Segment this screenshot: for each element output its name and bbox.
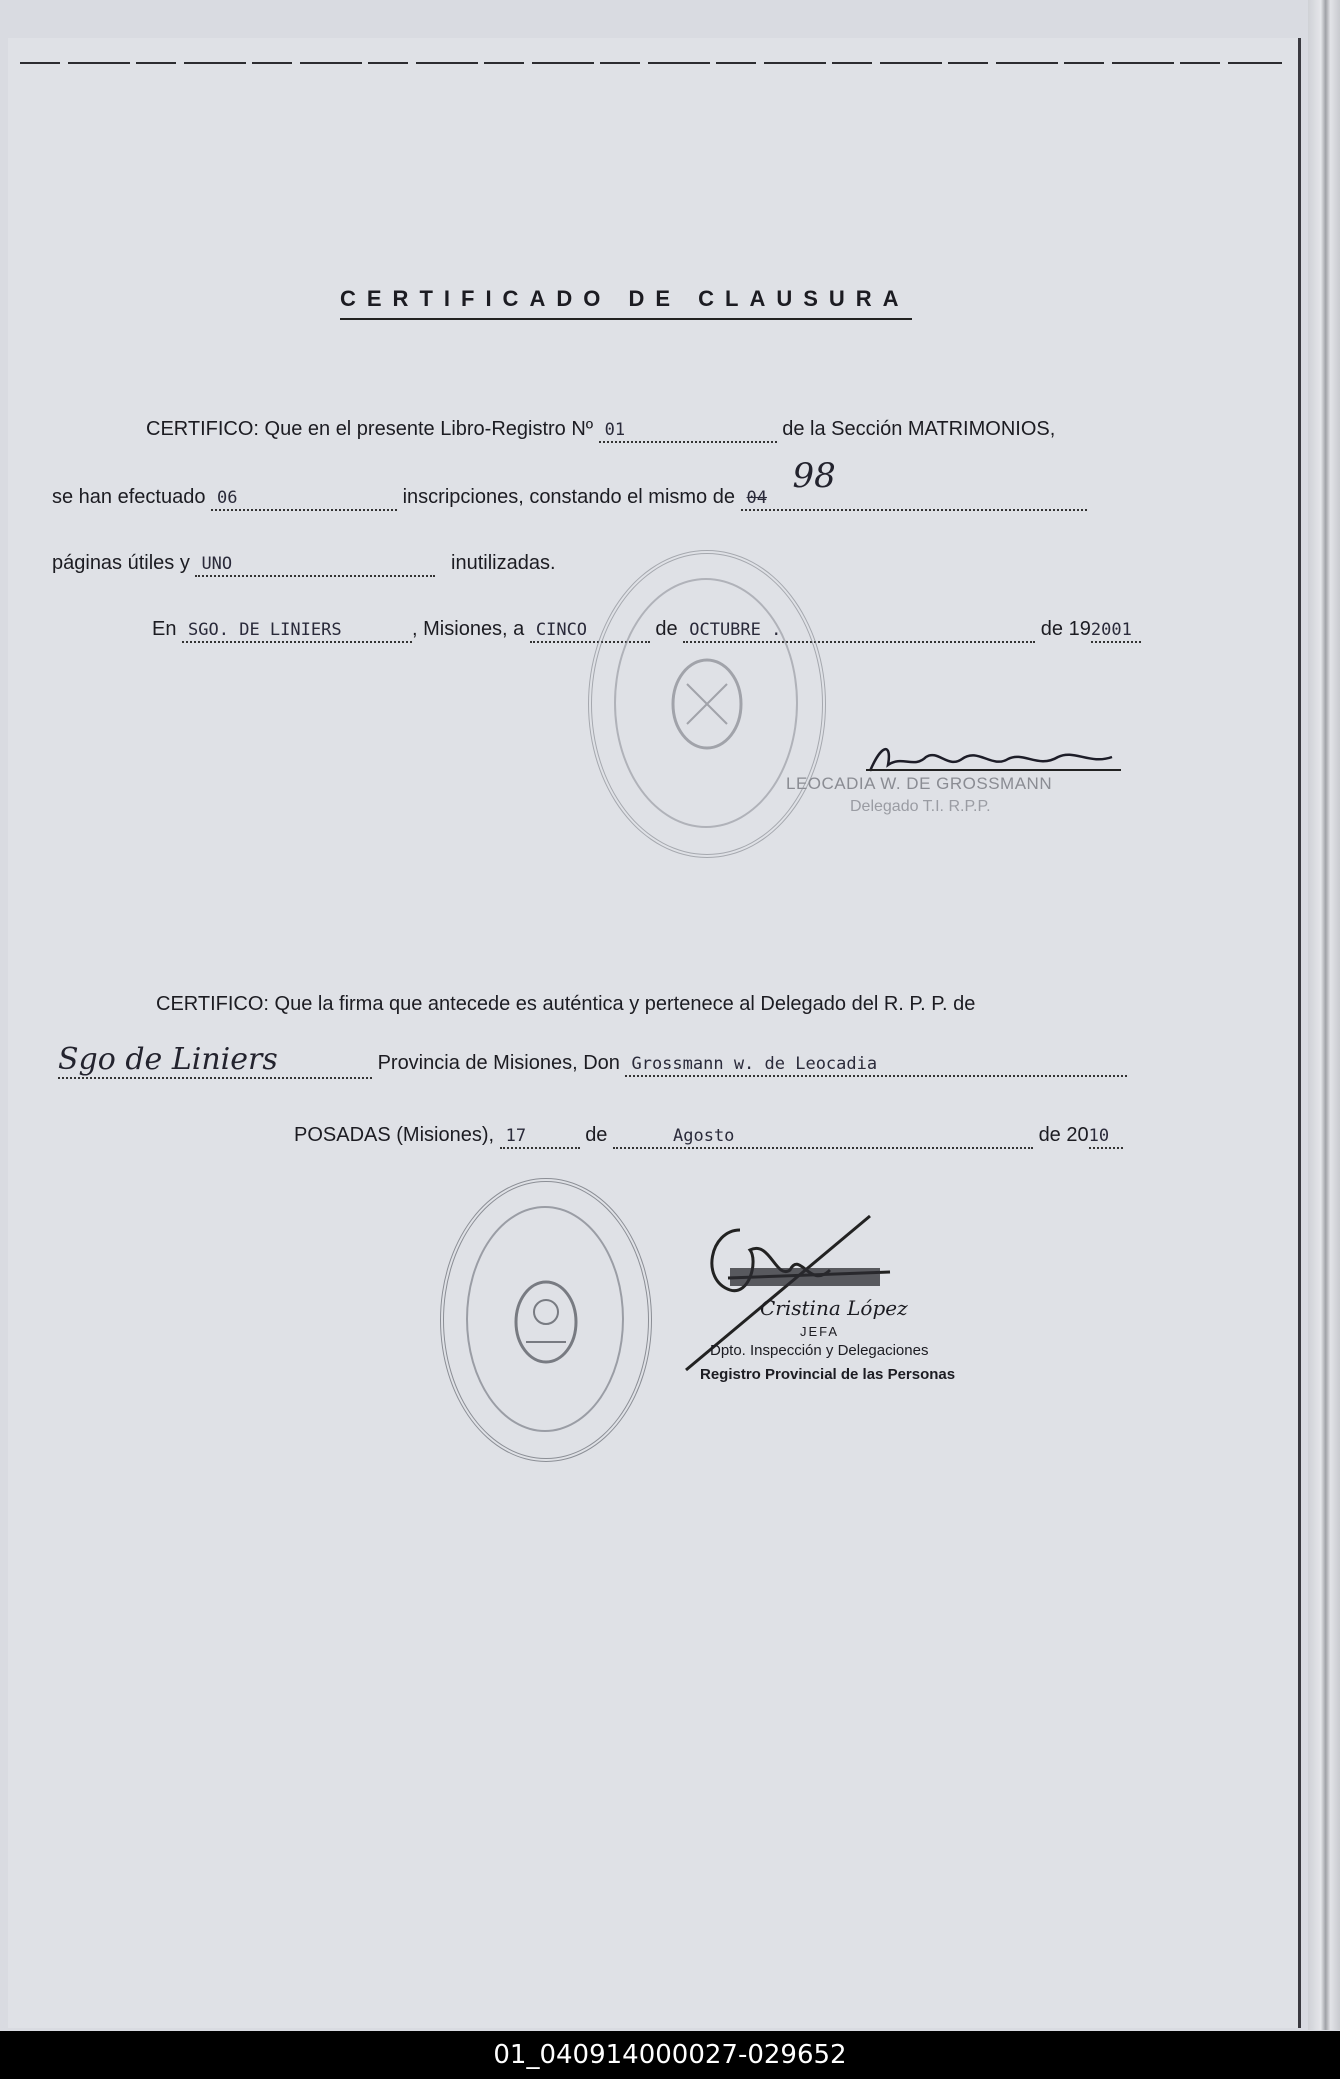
cert2-line1: CERTIFICO: Que la firma que antecede es auténtica y pertenece al Delegado del R. P. P. de <box>156 993 976 1015</box>
paginas-tachado: 04 <box>746 488 768 508</box>
lugar: SGO. DE LINIERS <box>188 620 342 640</box>
cert2-line3: POSADAS (Misiones), 17 de Agosto de 2010 <box>294 1124 1123 1149</box>
redaction-strike <box>730 1268 880 1286</box>
page-edge <box>1308 0 1340 2030</box>
dia: CINCO <box>535 620 588 640</box>
official-stamp-2 <box>440 1178 652 1462</box>
cert1-line3: páginas útiles y UNO inutilizadas. <box>52 552 556 577</box>
sig1-stamp-role: Delegado T.I. R.P.P. <box>850 798 991 815</box>
signature-1-line <box>866 769 1121 771</box>
sig2-role: JEFA <box>800 1324 840 1339</box>
official-stamp-1 <box>588 550 826 858</box>
cert2-lugar: Sgo de Liniers <box>58 1042 278 1077</box>
cert1-line4: En SGO. DE LINIERS , Misiones, a CINCO de OCTUBRE . de 192001 <box>152 618 1141 643</box>
coat-of-arms-icon <box>444 1182 648 1458</box>
cert2-don: Grossmann w. de Leocadia <box>631 1054 878 1074</box>
cert1-line1: CERTIFICO: Que en el presente Libro-Registro Nº 01 de la Sección MATRIMONIOS, <box>146 418 1055 443</box>
sig2-name: Cristina López <box>760 1296 908 1320</box>
inutilizadas-num: UNO <box>201 554 233 574</box>
title-underline <box>340 318 912 320</box>
signature-1-text <box>0 0 1 1</box>
cert2-mes: Agosto <box>673 1126 735 1146</box>
anio: 2001 <box>1090 620 1132 640</box>
sig2-dept: Dpto. Inspección y Delegaciones <box>710 1342 929 1359</box>
top-border-line <box>20 62 1282 64</box>
paginas-num: 98 <box>792 456 836 496</box>
certificate-page <box>8 38 1301 2028</box>
cert2-dia: 17 <box>505 1126 527 1146</box>
document-title: CERTIFICADO DE CLAUSURA <box>340 286 910 311</box>
sig1-stamp-name: LEOCADIA W. DE GROSSMANN <box>786 774 1053 793</box>
sig2-org: Registro Provincial de las Personas <box>700 1366 956 1383</box>
cert2-line2: Sgo de Liniers Provincia de Misiones, Don Grossmann w. de Leocadia <box>58 1042 1127 1079</box>
footer-id: 01_040914000027-029652 <box>0 2031 1340 2079</box>
cert2-anio: 10 <box>1088 1126 1110 1146</box>
cert1-line2: se han efectuado 06 inscripciones, constando el mismo de 04 98 <box>52 486 1087 511</box>
mes: OCTUBRE . <box>689 620 782 640</box>
libro-num: 01 <box>604 420 626 440</box>
inscripciones-num: 06 <box>217 488 238 508</box>
coat-of-arms-icon <box>592 554 822 854</box>
